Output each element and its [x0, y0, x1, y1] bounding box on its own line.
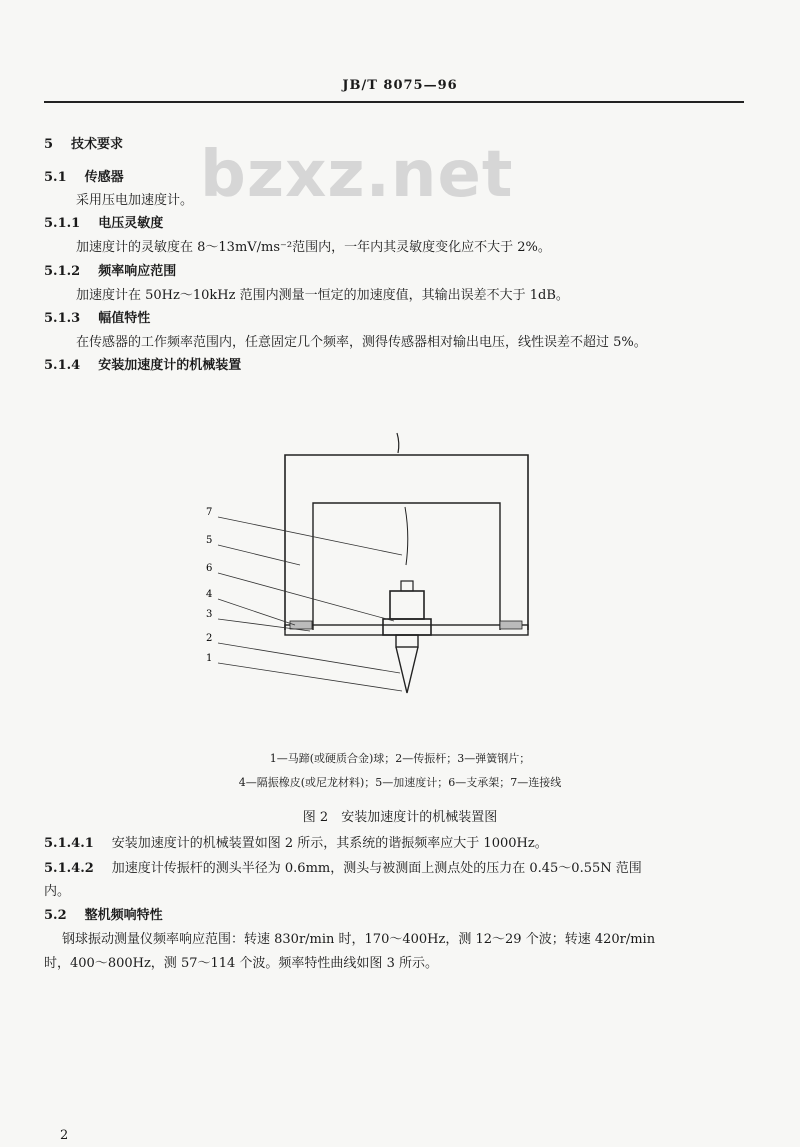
para-5-2-line1: 钢球振动测量仪频率响应范围：转速 830r/min 时，170～400Hz，测 12～29 个波；转速 420r/min — [62, 932, 656, 947]
label-5: 5 — [206, 535, 213, 546]
section-title: 安装加速度计的机械装置 — [98, 358, 242, 373]
section-number: 5.1.1 — [44, 216, 81, 231]
section-number: 5.1.4 — [44, 358, 81, 373]
label-1: 1 — [206, 653, 213, 664]
figure-title: 图 2 安装加速度计的机械装置图 — [302, 810, 498, 825]
section-5-1-4 — [44, 358, 241, 374]
section-number: 5.2 — [44, 908, 67, 923]
section-5-2 — [44, 908, 163, 924]
accelerometer-top — [401, 581, 413, 591]
section-5-1-3 — [44, 311, 150, 327]
label-7: 7 — [206, 507, 213, 518]
watermark: bzxz.net — [200, 138, 514, 212]
section-5 — [44, 137, 123, 153]
leader-lines — [218, 517, 402, 691]
header-rule — [44, 101, 744, 103]
label-2: 2 — [206, 633, 213, 644]
section-title: 技术要求 — [71, 137, 124, 152]
section-5-1-1 — [44, 216, 163, 232]
accelerometer-body — [390, 591, 424, 619]
label-3: 3 — [206, 609, 213, 620]
section-5-1-2 — [44, 264, 176, 280]
para-number: 5.1.4.1 — [44, 836, 94, 851]
section-title: 幅值特性 — [98, 311, 151, 326]
figure-legend-1: 1—马蹄(或硬质合金)球；2—传振杆；3—弹簧钢片； — [269, 752, 531, 765]
section-5-1-3-body: 在传感器的工作频率范围内，任意固定几个频率，测得传感器相对输出电压，线性误差不超过 5%。 — [76, 335, 647, 350]
section-5-1-2-body: 加速度计在 50Hz～10kHz 范围内测量一恒定的加速度值，其输出误差不大于 1dB。 — [76, 288, 569, 303]
running-header: JB/T 8075—96 — [342, 78, 458, 93]
para-number: 5.1.4.2 — [44, 861, 94, 876]
accelerometer-nut — [383, 619, 431, 635]
para-5-2-line2: 时，400～800Hz，测 57～114 个波。频率特性曲线如图 3 所示。 — [44, 956, 438, 971]
page-number: 2 — [60, 1128, 69, 1143]
rubber-pad-right — [500, 621, 522, 629]
figure-legend-2: 4—隔振橡皮(或尼龙材料)；5—加速度计；6—支承架；7—连接线 — [238, 776, 562, 789]
frame-cavity — [313, 503, 500, 630]
support-frame — [285, 455, 528, 630]
section-5-1-body: 采用压电加速度计。 — [76, 193, 194, 208]
inner-wire — [405, 507, 408, 565]
accelerometer-mount-diagram — [200, 425, 540, 715]
section-5-1-1-body: 加速度计的灵敏度在 8～13mV/ms⁻²范围内，一年内其灵敏度变化应不大于 2%。 — [76, 240, 551, 255]
rubber-pad-left — [290, 621, 312, 629]
section-number: 5.1.2 — [44, 264, 81, 279]
para-5-1-4-2-cont: 内。 — [44, 884, 71, 899]
probe-tip — [396, 647, 418, 693]
section-title: 电压灵敏度 — [98, 216, 164, 231]
section-5-1 — [44, 170, 124, 186]
section-title: 传感器 — [84, 170, 124, 185]
section-number: 5.1.3 — [44, 311, 81, 326]
para-text: 加速度计传振杆的测头半径为 0.6mm，测头与被测面上测点处的压力在 0.45～0.55N 范围 — [111, 861, 642, 876]
section-title: 频率响应范围 — [98, 264, 177, 279]
section-number: 5 — [44, 137, 54, 152]
para-text: 安装加速度计的机械装置如图 2 所示，其系统的谐振频率应大于 1000Hz。 — [111, 836, 548, 851]
section-number: 5.1 — [44, 170, 67, 185]
spring-plate — [285, 625, 528, 635]
wire-line — [397, 433, 399, 453]
para-5-1-4-1 — [44, 836, 548, 852]
transmission-rod — [396, 635, 418, 647]
label-6: 6 — [206, 563, 213, 574]
label-4: 4 — [206, 589, 213, 600]
section-title: 整机频响特性 — [84, 908, 163, 923]
para-5-1-4-2 — [44, 861, 642, 877]
